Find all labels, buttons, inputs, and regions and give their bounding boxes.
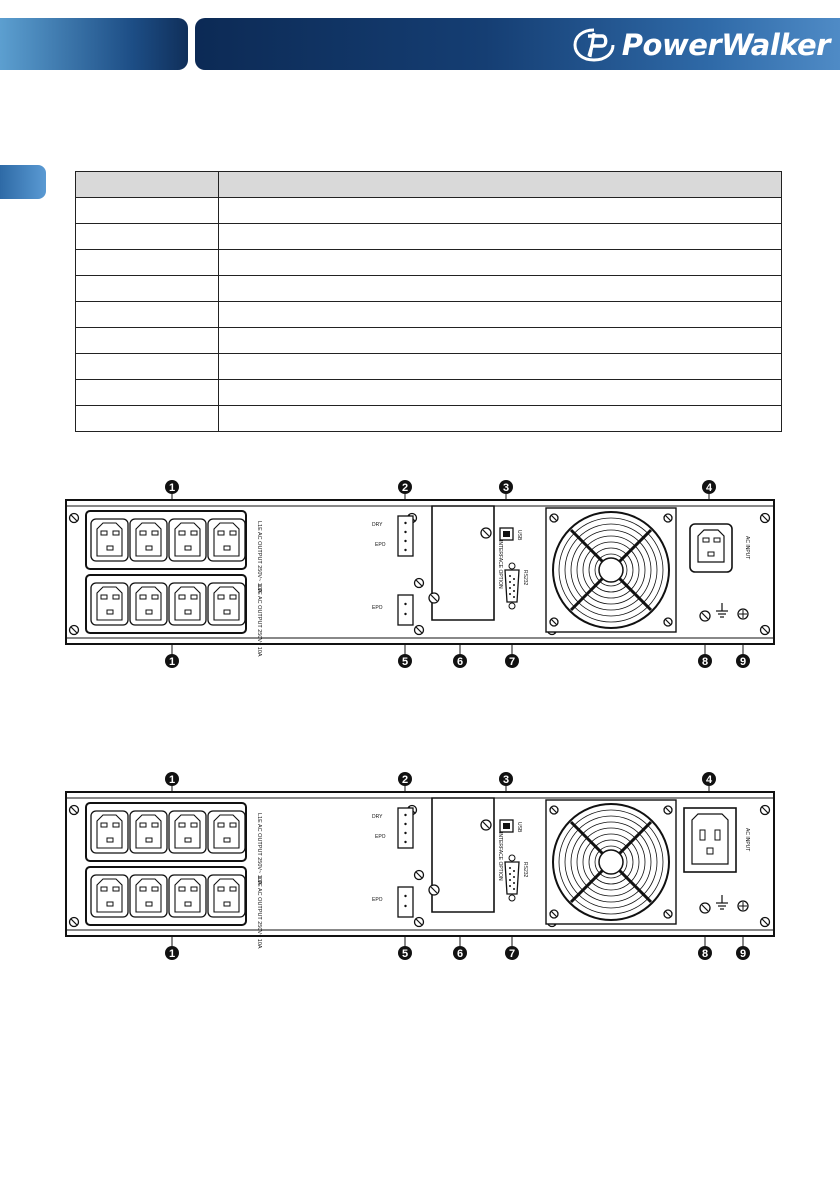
- table-row: [76, 224, 782, 250]
- callout-number: 1: [168, 774, 176, 786]
- callout-number: 4: [705, 774, 713, 786]
- table-cell: [219, 276, 782, 302]
- epo-connector: [398, 595, 413, 625]
- table-cell: [76, 276, 219, 302]
- rs232-label: RS232: [522, 570, 528, 586]
- rs232-port-icon: [505, 570, 519, 602]
- table-cell: [219, 328, 782, 354]
- table-cell: [76, 328, 219, 354]
- rear-panel-diagram-1: [62, 478, 778, 670]
- table-cell: [76, 302, 219, 328]
- spec-table: [75, 171, 782, 432]
- interface-slot: [432, 798, 494, 912]
- table-row: [76, 380, 782, 406]
- callout-number: 7: [508, 656, 516, 668]
- callout-number: 1: [168, 948, 176, 960]
- callout-number: 3: [502, 774, 510, 786]
- table-cell: [219, 406, 782, 432]
- table-cell: [76, 406, 219, 432]
- callout-number: 3: [502, 482, 510, 494]
- ac-input-socket-icon: [690, 524, 732, 572]
- ac-input-label: AC INPUT: [744, 828, 750, 852]
- callout-number: 6: [456, 948, 464, 960]
- dry-contact-label: DRY: [372, 522, 383, 528]
- table-row: [76, 302, 782, 328]
- table-cell: [219, 302, 782, 328]
- callout-number: 1: [168, 482, 176, 494]
- interface-option-label: INTERFACE OPTION: [497, 540, 503, 589]
- table-cell: [219, 380, 782, 406]
- table-row: [76, 328, 782, 354]
- table-row: [76, 198, 782, 224]
- rs232-port-icon: [505, 862, 519, 894]
- output-rating-label: L1E AC OUTPUT 250V~ 10A: [256, 813, 262, 885]
- ac-input-label: AC INPUT: [744, 536, 750, 560]
- callout-number: 6: [456, 656, 464, 668]
- callout-number: 8: [701, 948, 709, 960]
- epo-label-lower: EPO: [372, 605, 383, 611]
- table-cell: [219, 172, 782, 198]
- epo-label: EPO: [375, 542, 386, 548]
- brand-logo: [572, 26, 830, 64]
- callout-number: 7: [508, 948, 516, 960]
- output-rating-label: L1E AC OUTPUT 250V~ 10A: [256, 585, 262, 657]
- table-header-row: [76, 172, 782, 198]
- callout-number: 4: [705, 482, 713, 494]
- usb-label: USB: [516, 822, 522, 833]
- epo-connector: [398, 887, 413, 917]
- table-row: [76, 276, 782, 302]
- table-cell: [76, 172, 219, 198]
- output-rating-label: L1E AC OUTPUT 250V~ 10A: [256, 521, 262, 593]
- callout-number: 9: [739, 948, 747, 960]
- table-row: [76, 406, 782, 432]
- callout-number: 2: [401, 482, 409, 494]
- table-cell: [76, 354, 219, 380]
- rs232-label: RS232: [522, 862, 528, 878]
- table-cell: [219, 224, 782, 250]
- dry-contact-label: DRY: [372, 814, 383, 820]
- callout-number: 2: [401, 774, 409, 786]
- table-cell: [76, 198, 219, 224]
- callout-number: 9: [739, 656, 747, 668]
- powerwalker-logo-icon: [572, 27, 616, 63]
- table-cell: [219, 198, 782, 224]
- usb-label: USB: [516, 530, 522, 541]
- table-row: [76, 250, 782, 276]
- callout-number: 5: [401, 656, 409, 668]
- callout-number: 1: [168, 656, 176, 668]
- interface-slot: [432, 506, 494, 620]
- interface-option-label: INTERFACE OPTION: [497, 832, 503, 881]
- table-cell: [76, 380, 219, 406]
- rear-panel-diagram-2: [62, 770, 778, 962]
- chapter-tab: [0, 165, 46, 199]
- epo-label-lower: EPO: [372, 897, 383, 903]
- table-cell: [76, 224, 219, 250]
- output-rating-label: L1E AC OUTPUT 250V~ 10A: [256, 877, 262, 949]
- callout-number: 5: [401, 948, 409, 960]
- table-row: [76, 354, 782, 380]
- table-cell: [219, 250, 782, 276]
- callout-number: 8: [701, 656, 709, 668]
- header-tab-left: [0, 18, 188, 70]
- table-cell: [76, 250, 219, 276]
- brand-name: PowerWalker: [621, 28, 830, 62]
- table-cell: [219, 354, 782, 380]
- epo-label: EPO: [375, 834, 386, 840]
